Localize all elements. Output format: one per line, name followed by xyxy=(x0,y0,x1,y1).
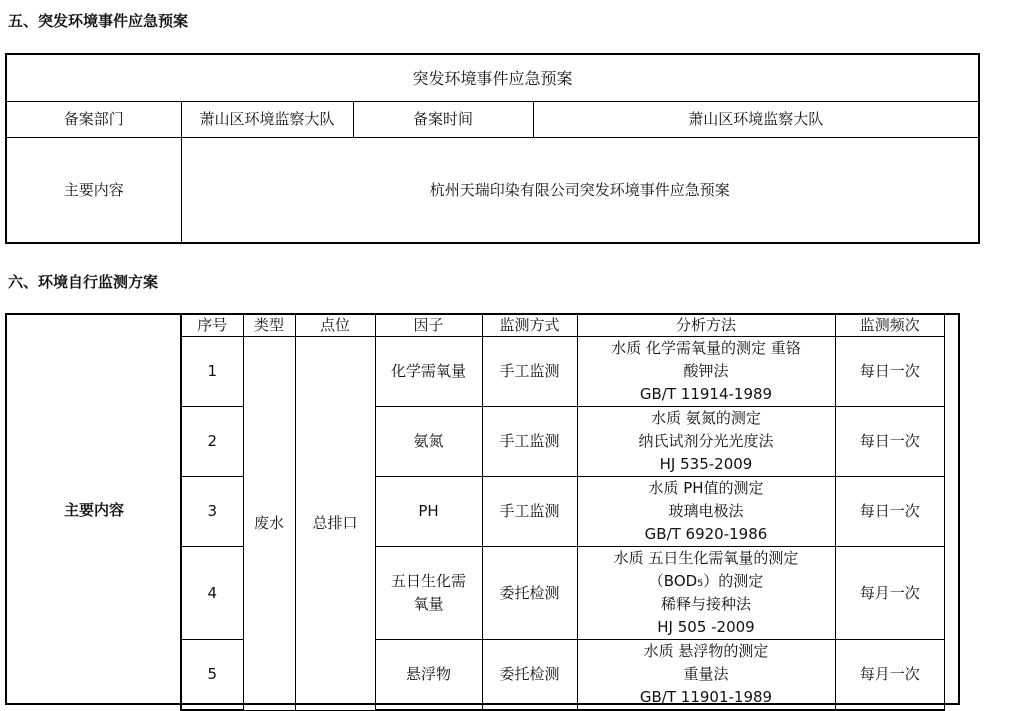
row-factor xyxy=(375,547,482,640)
method-line: 稀释与接种法 xyxy=(660,595,751,613)
time-label: 备案时间 xyxy=(353,102,533,138)
method-line: 水质 悬浮物的测定 xyxy=(643,642,769,660)
row-method xyxy=(577,547,835,640)
row-factor xyxy=(375,640,482,711)
factor-line: 悬浮物 xyxy=(405,665,451,683)
row-frequency: 每月一次 xyxy=(835,640,945,711)
row-method xyxy=(577,477,835,547)
header-mode: 监测方式 xyxy=(482,314,577,337)
header-frequency: 监测频次 xyxy=(835,314,945,337)
method-line: （BOD₅）的测定 xyxy=(648,572,764,590)
header-no: 序号 xyxy=(181,314,243,337)
header-method: 分析方法 xyxy=(577,314,835,337)
method-line: 玻璃电极法 xyxy=(668,502,744,520)
row-mode: 手工监测 xyxy=(482,477,577,547)
header-type: 类型 xyxy=(243,314,295,337)
method-line: 重量法 xyxy=(683,665,729,683)
row-no: 3 xyxy=(181,477,243,547)
row-mode: 手工监测 xyxy=(482,337,577,407)
row-frequency: 每日一次 xyxy=(835,407,945,477)
method-line: 水质 化学需氧量的测定 重铬 xyxy=(611,339,801,357)
row-factor xyxy=(375,337,482,407)
header-point: 点位 xyxy=(295,314,375,337)
point-cell: 总排口 xyxy=(295,337,375,711)
monitoring-plan-table xyxy=(180,313,945,711)
method-line: HJ 535-2009 xyxy=(659,455,753,473)
content-value: 杭州天瑞印染有限公司突发环境事件应急预案 xyxy=(181,138,979,244)
time-value: 萧山区环境监察大队 xyxy=(533,102,979,138)
factor-line: 氧量 xyxy=(413,595,444,613)
row-no: 1 xyxy=(181,337,243,407)
method-line: 水质 五日生化需氧量的测定 xyxy=(613,549,799,567)
row-frequency: 每日一次 xyxy=(835,477,945,547)
factor-line: 化学需氧量 xyxy=(390,362,466,380)
emergency-plan-title: 突发环境事件应急预案 xyxy=(6,54,979,102)
row-frequency: 每月一次 xyxy=(835,547,945,640)
header-factor: 因子 xyxy=(375,314,482,337)
dept-label: 备案部门 xyxy=(6,102,181,138)
row-no: 5 xyxy=(181,640,243,711)
method-line: GB/T 11914-1989 xyxy=(639,385,773,403)
row-factor xyxy=(375,477,482,547)
method-line: GB/T 6920-1986 xyxy=(644,525,768,543)
row-method xyxy=(577,337,835,407)
dept-value: 萧山区环境监察大队 xyxy=(181,102,353,138)
section-5-heading: 五、突发环境事件应急预案 xyxy=(8,12,189,30)
emergency-plan-table xyxy=(5,53,980,244)
factor-line: 氨氮 xyxy=(413,432,444,450)
row-mode: 委托检测 xyxy=(482,640,577,711)
row-method xyxy=(577,640,835,711)
method-line: HJ 505 -2009 xyxy=(657,618,755,636)
method-line: 酸钾法 xyxy=(683,362,729,380)
row-mode: 手工监测 xyxy=(482,407,577,477)
content-label: 主要内容 xyxy=(6,138,181,244)
section-6-heading: 六、环境自行监测方案 xyxy=(8,273,159,291)
row-mode: 委托检测 xyxy=(482,547,577,640)
row-frequency: 每日一次 xyxy=(835,337,945,407)
method-line: GB/T 11901-1989 xyxy=(639,688,773,706)
row-no: 2 xyxy=(181,407,243,477)
factor-line: PH xyxy=(418,502,439,520)
type-cell: 废水 xyxy=(243,337,295,711)
row-method xyxy=(577,407,835,477)
table-row xyxy=(181,337,945,407)
row-factor xyxy=(375,407,482,477)
monitoring-side-label: 主要内容 xyxy=(63,500,124,519)
method-line: 水质 氨氮的测定 xyxy=(651,409,761,427)
row-no: 4 xyxy=(181,547,243,640)
method-line: 水质 PH值的测定 xyxy=(648,479,764,497)
method-line: 纳氏试剂分光光度法 xyxy=(638,432,774,450)
factor-line: 五日生化需 xyxy=(390,572,466,590)
